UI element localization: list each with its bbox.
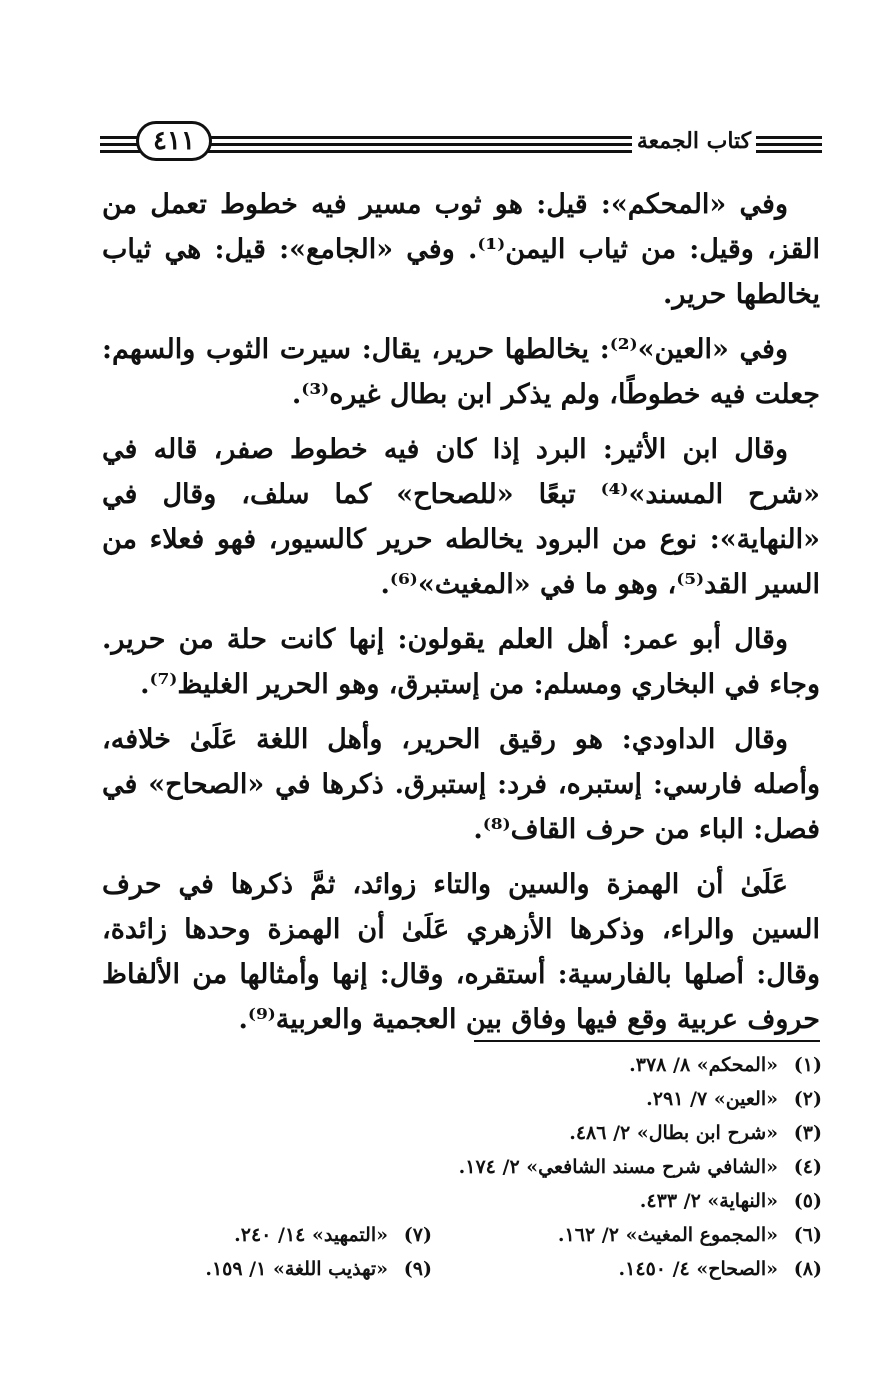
footnote xyxy=(205,1252,432,1286)
footnote-divider xyxy=(474,1040,820,1042)
footnote xyxy=(100,1048,822,1082)
footnotes xyxy=(100,1048,822,1286)
footnote xyxy=(432,1252,822,1286)
footnote-text: «المحكم» ٨/ ٣٧٨. xyxy=(629,1054,778,1076)
footnote-number: (٦) xyxy=(793,1224,822,1246)
footnote xyxy=(432,1218,822,1252)
footnote-text: «التمهيد» ١٤/ ٢٤٠. xyxy=(234,1224,388,1246)
chapter-title: كتاب الجمعة xyxy=(632,123,756,159)
paragraph: وفي «المحكم»: قيل: هو ثوب مسير فيه خطوط تعمل من القز، وقيل: من ثياب اليمن⁽¹⁾. وفي «الجامع»: قيل: هي ثياب يخالطها حرير. xyxy=(102,189,820,310)
footnote-text: «العين» ٧/ ٢٩١. xyxy=(646,1088,778,1110)
footnote xyxy=(100,1150,822,1184)
running-header xyxy=(100,118,822,168)
footnote-text: «المجموع المغيث» ٢/ ١٦٢. xyxy=(557,1224,778,1246)
footnote-number: (٨) xyxy=(793,1258,822,1280)
footnote-row xyxy=(100,1252,822,1286)
footnote-row xyxy=(100,1218,822,1252)
footnote-number: (١) xyxy=(793,1054,822,1076)
footnote-number: (٤) xyxy=(793,1156,822,1178)
paragraph: وقال الداودي: هو رقيق الحرير، وأهل اللغة عَلَىٰ خلافه، وأصله فارسي: إستبره، فرد: إستبرق. ذكرها في «الصحاح» في فصل: الباء من حرف القاف⁽⁸⁾. xyxy=(102,724,820,845)
footnote xyxy=(100,1184,822,1218)
footnote-number: (٧) xyxy=(403,1224,432,1246)
footnote-number: (٢) xyxy=(793,1088,822,1110)
page-number: ٤١١ xyxy=(136,121,212,161)
main-text xyxy=(102,182,820,1052)
footnote-text: «تهذيب اللغة» ١/ ١٥٩. xyxy=(205,1258,388,1280)
footnote-number: (٩) xyxy=(403,1258,432,1280)
paragraph: وقال أبو عمر: أهل العلم يقولون: إنها كانت حلة من حرير. وجاء في البخاري ومسلم: من إستبرق، وهو الحرير الغليظ⁽⁷⁾. xyxy=(102,624,820,700)
footnote-text: «النهاية» ٢/ ٤٣٣. xyxy=(639,1190,778,1212)
paragraph: وقال ابن الأثير: البرد إذا كان فيه خطوط صفر، قاله في «شرح المسند»⁽⁴⁾ تبعًا «للصحاح» كما سلف، وقال في «النهاية»: نوع من البرود يخالطه حرير كالسيور، فهو فعلاء من السير القد⁽⁵⁾، وهو ما في «المغيث»⁽⁶⁾. xyxy=(102,434,820,600)
paragraph: عَلَىٰ أن الهمزة والسين والتاء زوائد، ثمَّ ذكرها في حرف السين والراء، وذكرها الأزهري عَلَىٰ أن الهمزة وحدها زائدة، وقال: أصلها بالفارسية: أستقره، وقال: إنها وأمثالها من الألفاظ حروف عربية وقع فيها وفاق بين العجمية والعربية⁽⁹⁾. xyxy=(102,869,820,1035)
footnote-text: «الشافي شرح مسند الشافعي» ٢/ ١٧٤. xyxy=(458,1156,778,1178)
footnote-text: «الصحاح» ٤/ ١٤٥٠. xyxy=(618,1258,778,1280)
footnote xyxy=(100,1082,822,1116)
paragraph: وفي «العين»⁽²⁾: يخالطها حرير، يقال: سيرت الثوب والسهم: جعلت فيه خطوطًا، ولم يذكر ابن بطال غيره⁽³⁾. xyxy=(102,334,820,410)
footnote xyxy=(234,1218,432,1252)
footnote xyxy=(100,1116,822,1150)
footnote-number: (٥) xyxy=(793,1190,822,1212)
footnote-text: «شرح ابن بطال» ٢/ ٤٨٦. xyxy=(569,1122,778,1144)
footnote-number: (٣) xyxy=(793,1122,822,1144)
